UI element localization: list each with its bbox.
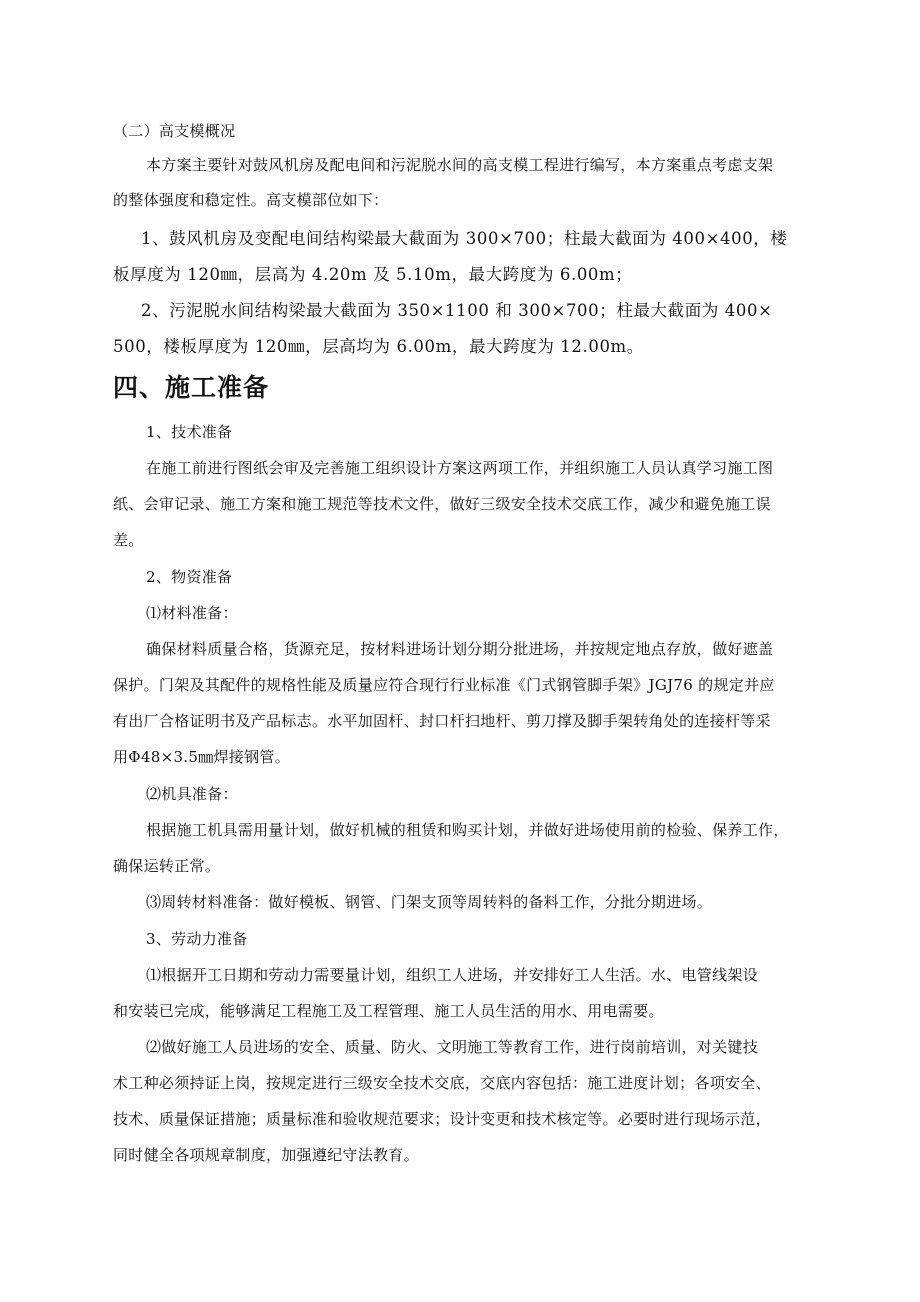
material-prep-subtitle: ⑴材料准备： [146, 604, 238, 622]
tech-prep-title: 1、技术准备 [146, 423, 233, 441]
intro-paragraph-line: 的整体强度和稳定性。高支模部位如下： [113, 191, 389, 209]
labor-paragraph-1-line: 和安装已完成，能够满足工程施工及工程管理、施工人员生活的用水、用电需要。 [113, 1002, 664, 1020]
material-prep-paragraph-line: 用Φ48×3.5㎜焊接钢管。 [113, 748, 291, 766]
section-heading-construction-prep: 四、施工准备 [113, 373, 270, 402]
item-2-line: 2、污泥脱水间结构梁最大截面为 350×1100 和 300×700；柱最大截面为 400× [141, 301, 773, 320]
labor-paragraph-2-line: 技术、质量保证措施；质量标准和验收规范要求；设计变更和技术核定等。必要时进行现场示范， [113, 1110, 771, 1128]
labor-paragraph-2-line: 同时健全各项规章制度，加强遵纪守法教育。 [113, 1146, 420, 1164]
item-2-line: 500，楼板厚度为 120㎜，层高均为 6.00m，最大跨度为 12.00m。 [113, 337, 644, 356]
item-1-line: 1、鼓风机房及变配电间结构梁最大截面为 300×700；柱最大截面为 400×400，楼 [141, 229, 788, 248]
equipment-prep-subtitle: ⑵机具准备： [146, 785, 238, 803]
material-prep-paragraph-line: 保护。门架及其配件的规格性能及质量应符合现行行业标准《门式钢管脚手架》JGJ76 的规定并应 [113, 676, 775, 694]
subsection-title-high-formwork: （二）高支模概况 [113, 122, 236, 140]
intro-paragraph-line: 本方案主要针对鼓风机房及配电间和污泥脱水间的高支模工程进行编写，本方案重点考虑支架 [146, 156, 774, 174]
tech-prep-paragraph-line: 纸、会审记录、施工方案和施工规范等技术文件，做好三级安全技术交底工作，减少和避免施工误 [113, 495, 771, 513]
item-1-line: 板厚度为 120㎜，层高为 4.20m 及 5.10m，最大跨度为 6.00m； [113, 265, 633, 284]
turnover-material-prep: ⑶周转材料准备：做好模板、钢管、门架支顶等周转料的备料工作，分批分期进场。 [146, 893, 713, 911]
tech-prep-paragraph-line: 在施工前进行图纸会审及完善施工组织设计方案这两项工作，并组织施工人员认真学习施工图 [146, 459, 774, 477]
labor-paragraph-2-line: ⑵做好施工人员进场的安全、质量、防火、文明施工等教育工作，进行岗前培训，对关键技 [146, 1038, 759, 1056]
labor-paragraph-1-line: ⑴根据开工日期和劳动力需要量计划，组织工人进场，并安排好工人生活。水、电管线架设 [146, 966, 759, 984]
material-prep-paragraph-line: 有出厂合格证明书及产品标志。水平加固杆、封口杆扫地杆、剪刀撑及脚手架转角处的连接杆等采 [113, 712, 771, 730]
material-prep-paragraph-line: 确保材料质量合格，货源充足，按材料进场计划分期分批进场，并按规定地点存放，做好遮盖 [146, 640, 774, 658]
tech-prep-paragraph-line: 差。 [113, 531, 144, 549]
labor-prep-title: 3、劳动力准备 [146, 930, 248, 948]
equipment-prep-paragraph-line: 确保运转正常。 [113, 857, 221, 875]
labor-paragraph-2-line: 术工种必须持证上岗，按规定进行三级安全技术交底，交底内容包括：施工进度计划；各项安全、 [113, 1074, 771, 1092]
materials-prep-title: 2、物资准备 [146, 568, 233, 586]
equipment-prep-paragraph-line: 根据施工机具需用量计划，做好机械的租赁和购买计划，并做好进场使用前的检验、保养工作， [146, 821, 789, 839]
